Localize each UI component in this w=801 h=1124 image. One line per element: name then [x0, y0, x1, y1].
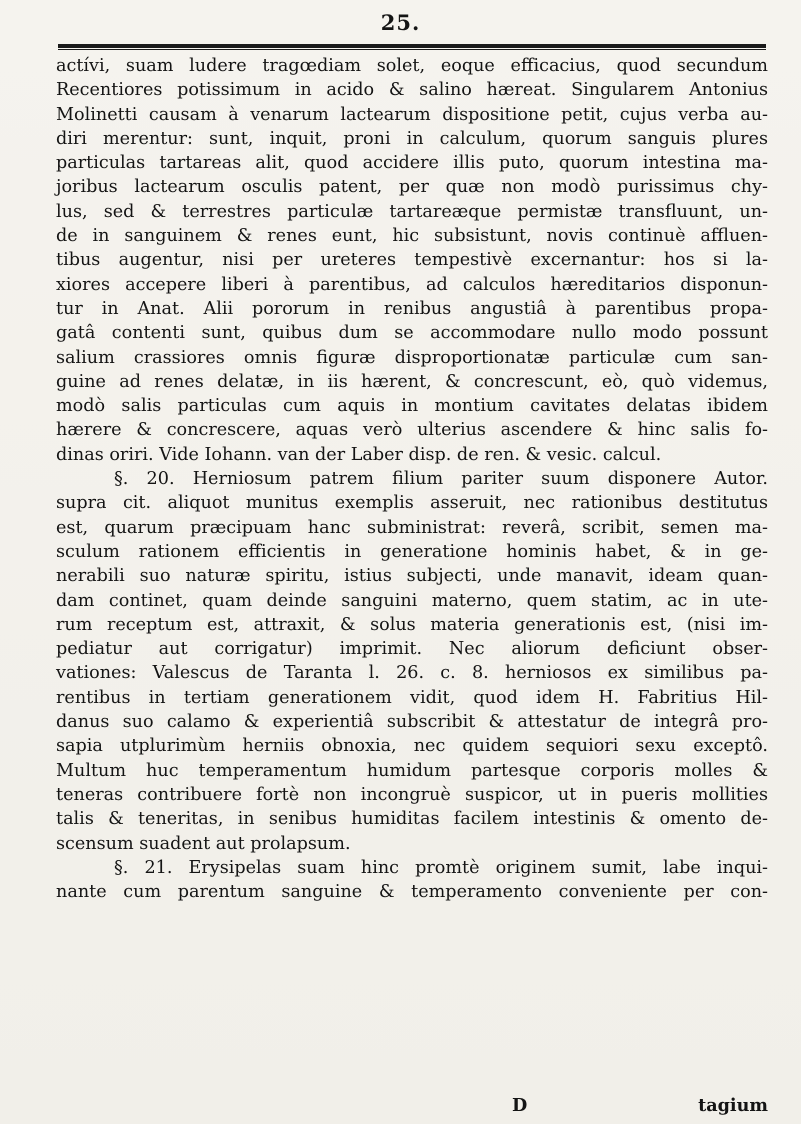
text-line: de in sanguinem & renes eunt, hic subsistunt, novis continuè affluen-	[56, 226, 768, 247]
catchword: tagium	[698, 1095, 768, 1116]
text-line: Recentiores potissimum in acido & salino hæreat. Singularem Antonius	[56, 80, 768, 101]
text-line: xiores accepere liberi à parentibus, ad calculos hæreditarios disponun-	[56, 274, 768, 295]
text-line: particulas tartareas alit, quod accidere illis puto, quorum intestina ma-	[56, 153, 768, 174]
text-line: joribus lactearum osculis patent, per quæ non modò purissimus chy-	[56, 177, 768, 198]
body-text	[56, 54, 768, 904]
text-line: §. 20. Herniosum patrem filium pariter suum disponere Autor.	[114, 469, 768, 490]
text-line: Molinetti causam à venarum lactearum dispositione petit, cujus verba au-	[56, 104, 768, 125]
text-line: dinas oriri. Vide Iohann. van der Laber disp. de ren. & vesic. calcul.	[56, 444, 662, 465]
text-line: lus, sed & terrestres particulæ tartareæque permistæ transfluunt, un-	[56, 201, 768, 222]
text-line: modò salis particulas cum aquis in montium cavitates delatas ibidem	[56, 396, 768, 417]
text-line: pediatur aut corrigatur) imprimit. Nec aliorum deficiunt obser-	[56, 639, 768, 660]
text-line: diri merentur: sunt, inquit, proni in calculum, quorum sanguis plures	[56, 128, 768, 149]
text-line: actívi, suam ludere tragœdiam solet, eoque efficacius, quod secundum	[56, 56, 768, 76]
page-footer	[56, 1095, 768, 1119]
text-line: Multum huc temperamentum humidum partesque corporis molles &	[56, 760, 768, 781]
text-line: nerabili suo naturæ spiritu, istius subjecti, unde manavit, ideam quan-	[56, 566, 768, 587]
text-line: talis & teneritas, in senibus humiditas facilem intestinis & omento de-	[56, 809, 768, 830]
text-line: rentibus in tertiam generationem vidit, quod idem H. Fabritius Hil-	[56, 687, 768, 708]
text-line: gatâ contenti sunt, quibus dum se accommodare nullo modo possunt	[56, 323, 768, 344]
text-line: vationes: Valescus de Taranta l. 26. c. 8. herniosos ex similibus pa-	[56, 663, 768, 684]
text-line: guine ad renes delatæ, in iis hærent, & concrescunt, eò, quò videmus,	[56, 371, 768, 392]
text-line: §. 21. Erysipelas suam hinc promtè originem sumit, labe inqui-	[114, 857, 768, 878]
text-line: supra cit. aliquot munitus exemplis asseruit, nec rationibus destitutus	[56, 493, 768, 514]
text-line: est, quarum præcipuam hanc subministrat: reverâ, scribit, semen ma-	[56, 517, 768, 538]
signature-mark: D	[512, 1095, 528, 1116]
header-rule	[58, 44, 766, 50]
text-line: tur in Anat. Alii pororum in renibus angustiâ à parentibus propa-	[56, 298, 768, 319]
text-line: rum receptum est, attraxit, & solus materia generationis est, (nisi im-	[56, 614, 768, 635]
text-line: nante cum parentum sanguine & temperamento conveniente per con-	[56, 882, 768, 903]
text-line: tibus augentur, nisi per ureteres tempestivè excernantur: hos si la-	[56, 250, 768, 271]
text-line: scensum suadent aut prolapsum.	[56, 833, 351, 854]
page-number: 25.	[380, 10, 421, 35]
text-line: dam continet, quam deinde sanguini materno, quem statim, ac in ute-	[56, 590, 768, 611]
text-line: sapia utplurimùm herniis obnoxia, nec quidem sequiori sexu exceptô.	[56, 736, 768, 757]
text-line: teneras contribuere fortè non incongruè suspicor, ut in pueris mollities	[56, 784, 768, 805]
text-line: danus suo calamo & experientiâ subscribit & attestatur de integrâ pro-	[56, 712, 768, 733]
text-line: sculum rationem efficientis in generatione hominis habet, & in ge-	[56, 541, 768, 562]
text-line: hærere & concrescere, aquas verò ulterius ascendere & hinc salis fo-	[56, 420, 768, 441]
text-line: salium crassiores omnis figuræ disproportionatæ particulæ cum san-	[56, 347, 768, 368]
